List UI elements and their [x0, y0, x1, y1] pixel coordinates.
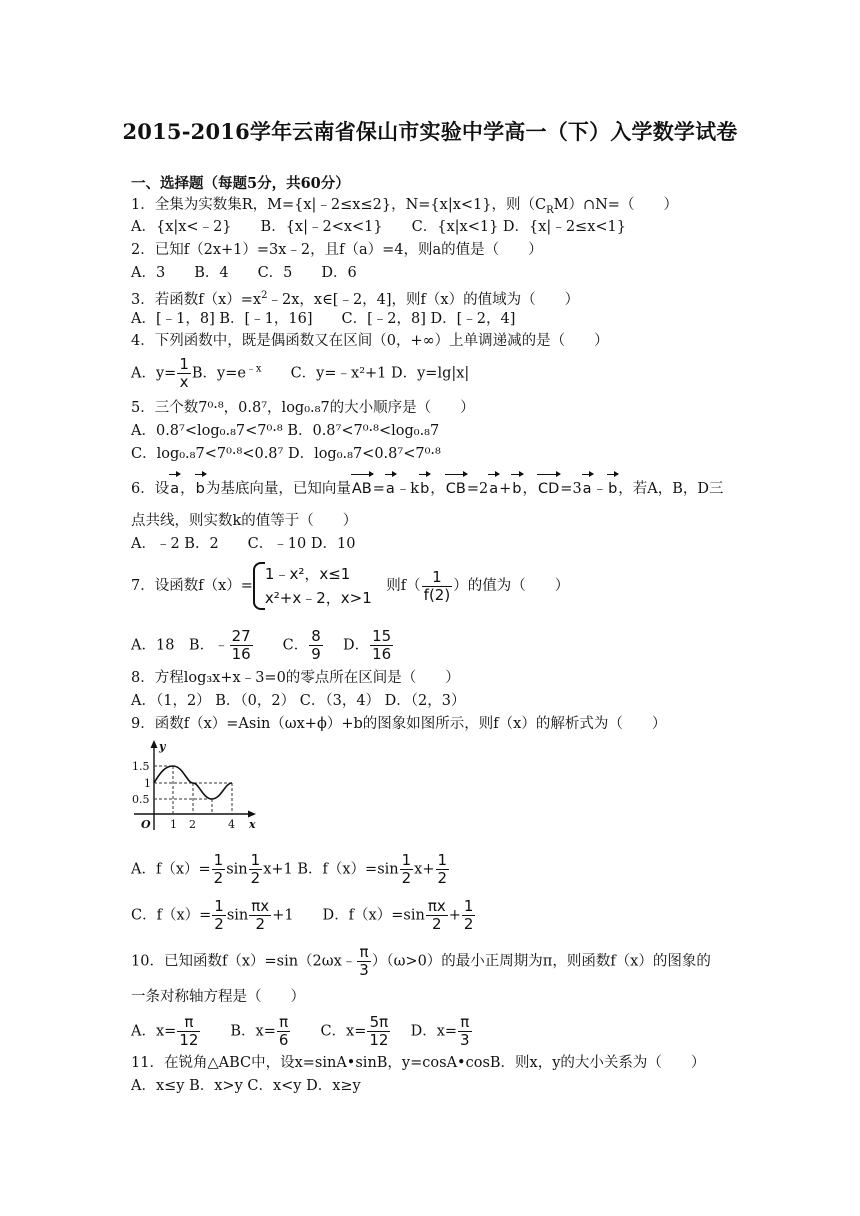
- vector-a: a: [170, 481, 180, 497]
- fraction: $\frac{1}{2}$: [437, 851, 448, 887]
- x-axis-arrow: [248, 811, 256, 818]
- question-9-options-cd: C．f（x）= $\frac{1}{2}$ sin $\frac{\pi x}{2}$ +1 D．f（x）=sin $\frac{\pi x}{2}$ + $\frac{1}{2}$: [131, 897, 474, 933]
- fraction: $\frac{1}{2}$: [401, 851, 412, 887]
- question-3-stem: 3．若函数$f(x)=x^2﹣2x$，x∈[﹣2，4]，则f（x）的值域为（ ）: [131, 290, 580, 308]
- fraction: $\frac{\pi}{12}$: [179, 1013, 199, 1049]
- exam-title: 2015-2016学年云南省保山市实验中学高一（下）入学数学试卷: [122, 119, 738, 144]
- x-tick-label: 4: [228, 818, 235, 831]
- question-11-stem: 11．在锐角△ABC中，设x=sinA•sinB，y=cosA•cosB．则x，y的大小关系为（ ）: [131, 1055, 706, 1071]
- question-5-stem: 5．三个数7⁰·⁸，0.8⁷，log₀.₈7的大小顺序是（ ）: [131, 400, 475, 416]
- y-tick-label: 1.5: [132, 760, 150, 773]
- fraction: $\frac{15}{16}$: [372, 627, 392, 663]
- vector-a: a: [582, 481, 592, 497]
- fraction: $\frac{\pi}{3}$: [359, 943, 369, 979]
- vector-ab: AB: [351, 481, 372, 497]
- question-7-options: A．18 B．﹣ $\frac{27}{16}$ C． $\frac{8}{9}$ D． $\frac{15}{16}$: [131, 627, 392, 663]
- vector-cd: CD: [538, 481, 560, 497]
- y-tick-label: 1: [144, 777, 151, 790]
- question-11-options: A．x≤y B．x>y C．x<y D．x≥y: [131, 1078, 361, 1094]
- question-8-options: A．（1，2） B．（0，2） C．（3，4） D．（2，3）: [131, 693, 466, 709]
- question-3-options: A．[﹣1，8] B．[﹣1，16] C．[﹣2，8] D．[﹣2，4]: [131, 311, 516, 327]
- question-8-stem: 8．方程log₃x+x﹣3=0的零点所在区间是（ ）: [131, 670, 460, 686]
- question-1-stem: 1．全集为实数集R，M={x|﹣2≤x≤2}，N={x|x<1}，则$(C_RM)\cap N=$（ ）: [131, 197, 678, 216]
- vector-b: b: [420, 481, 430, 497]
- vector-cb: CB: [445, 481, 466, 497]
- y-axis-label: y: [159, 740, 166, 753]
- vector-b: b: [512, 481, 522, 497]
- fraction: $\frac{\pi}{6}$: [278, 1013, 289, 1049]
- vector-b: b: [195, 481, 205, 497]
- vector-a: a: [385, 481, 395, 497]
- question-1-options: A．{x|x<﹣2} B．{x|﹣2<x<1} C．{x|x<1} D．{x|﹣2≤x<1}: [131, 219, 626, 235]
- fraction: $\frac{\pi x}{2}$: [427, 897, 446, 933]
- fraction: $\frac{1}{x}$: [179, 355, 189, 391]
- question-6-stem: 6．设a，b为基底向量，已知向量AB=a﹣kb，CB=2a+b，CD=3a﹣b，若A，B，D三: [131, 481, 724, 497]
- question-10-stem-line2: 一条对称轴方程是（ ）: [131, 989, 305, 1005]
- section-heading: 一、选择题（每题5分，共60分）: [131, 175, 350, 192]
- fraction: $\frac{1}{2}$: [214, 897, 224, 933]
- x-axis-label: x: [249, 818, 256, 831]
- fraction: $\frac{8}{9}$: [311, 627, 321, 663]
- fraction: $\frac{\pi x}{2}$: [251, 897, 270, 933]
- question-5-options-cd: C．log₀.₈7<7⁰·⁸<0.8⁷ D．log₀.₈7<0.8⁷<7⁰·⁸: [131, 446, 441, 462]
- question-10-stem: 10．已知函数f（x）=sin（2ωx﹣ $\frac{\pi}{3}$ ）（ω>0）的最小正周期为π，则函数f（x）的图象的: [131, 943, 711, 979]
- function-graph: [128, 738, 263, 838]
- fraction: $\frac{1}{2}$: [463, 897, 474, 933]
- fraction: $\frac{1}{2}$: [250, 851, 261, 887]
- question-6-stem-line2: 点共线，则实数k的值等于（ ）: [131, 513, 358, 529]
- x-tick-label: 2: [189, 818, 196, 831]
- question-6-options: A．﹣2 B．2 C．﹣10 D．10: [131, 536, 356, 552]
- piecewise-function: 1﹣x²，x≤1 x²+x﹣2，x>1: [253, 562, 372, 610]
- fraction: $\frac{\pi}{3}$: [460, 1013, 470, 1049]
- fraction: $\frac{27}{16}$: [231, 627, 251, 663]
- vector-b: b: [608, 481, 618, 497]
- fraction: $\frac{1}{2}$: [213, 851, 224, 887]
- y-axis-arrow: [151, 740, 158, 748]
- fraction: $\frac{5\pi}{12}$: [369, 1013, 389, 1049]
- question-5-options-ab: A．0.8⁷<log₀.₈7<7⁰·⁸ B．0.8⁷<7⁰·⁸<log₀.₈7: [131, 423, 440, 439]
- question-4-stem: 4．下列函数中，既是偶函数又在区间（0，+∞）上单调递减的是（ ）: [131, 333, 609, 349]
- question-7-stem: 7．设函数f（x）= 1﹣x²，x≤1 x²+x﹣2，x>1 则f（ $\frac{1}{f(2)}$ ）的值为（ ）: [131, 562, 569, 610]
- question-2-options: A．3 B．4 C．5 D．6: [131, 265, 357, 281]
- origin-label: O: [141, 818, 151, 831]
- question-10-options: A．x= $\frac{\pi}{12}$ B．x= $\frac{\pi}{6}$ C．x= $\frac{5\pi}{12}$ D．x= $\frac{\pi}{3}$: [131, 1013, 470, 1049]
- fraction: $\frac{1}{f(2)}$: [423, 567, 451, 604]
- question-4-options: A．y= $\frac{1}{x}$ B．$y=e^{﹣x}$ C．y=﹣x²+1 D．y=lg|x|: [131, 355, 470, 391]
- vector-a: a: [489, 481, 499, 497]
- question-9-stem: 9．函数f（x）=Asin（ωx+ϕ）+b的图象如图所示，则f（x）的解析式为（ ）: [131, 716, 667, 732]
- question-2-stem: 2．已知f（2x+1）=3x﹣2，且f（a）=4，则a的值是（ ）: [131, 242, 543, 258]
- y-tick-label: 0.5: [132, 793, 150, 806]
- question-9-options-ab: A．f（x）= $\frac{1}{2}$ sin $\frac{1}{2}$ x+1 B．f（x）=sin $\frac{1}{2}$ x+ $\frac{1}{2}$: [131, 851, 448, 887]
- x-tick-label: 1: [170, 818, 177, 831]
